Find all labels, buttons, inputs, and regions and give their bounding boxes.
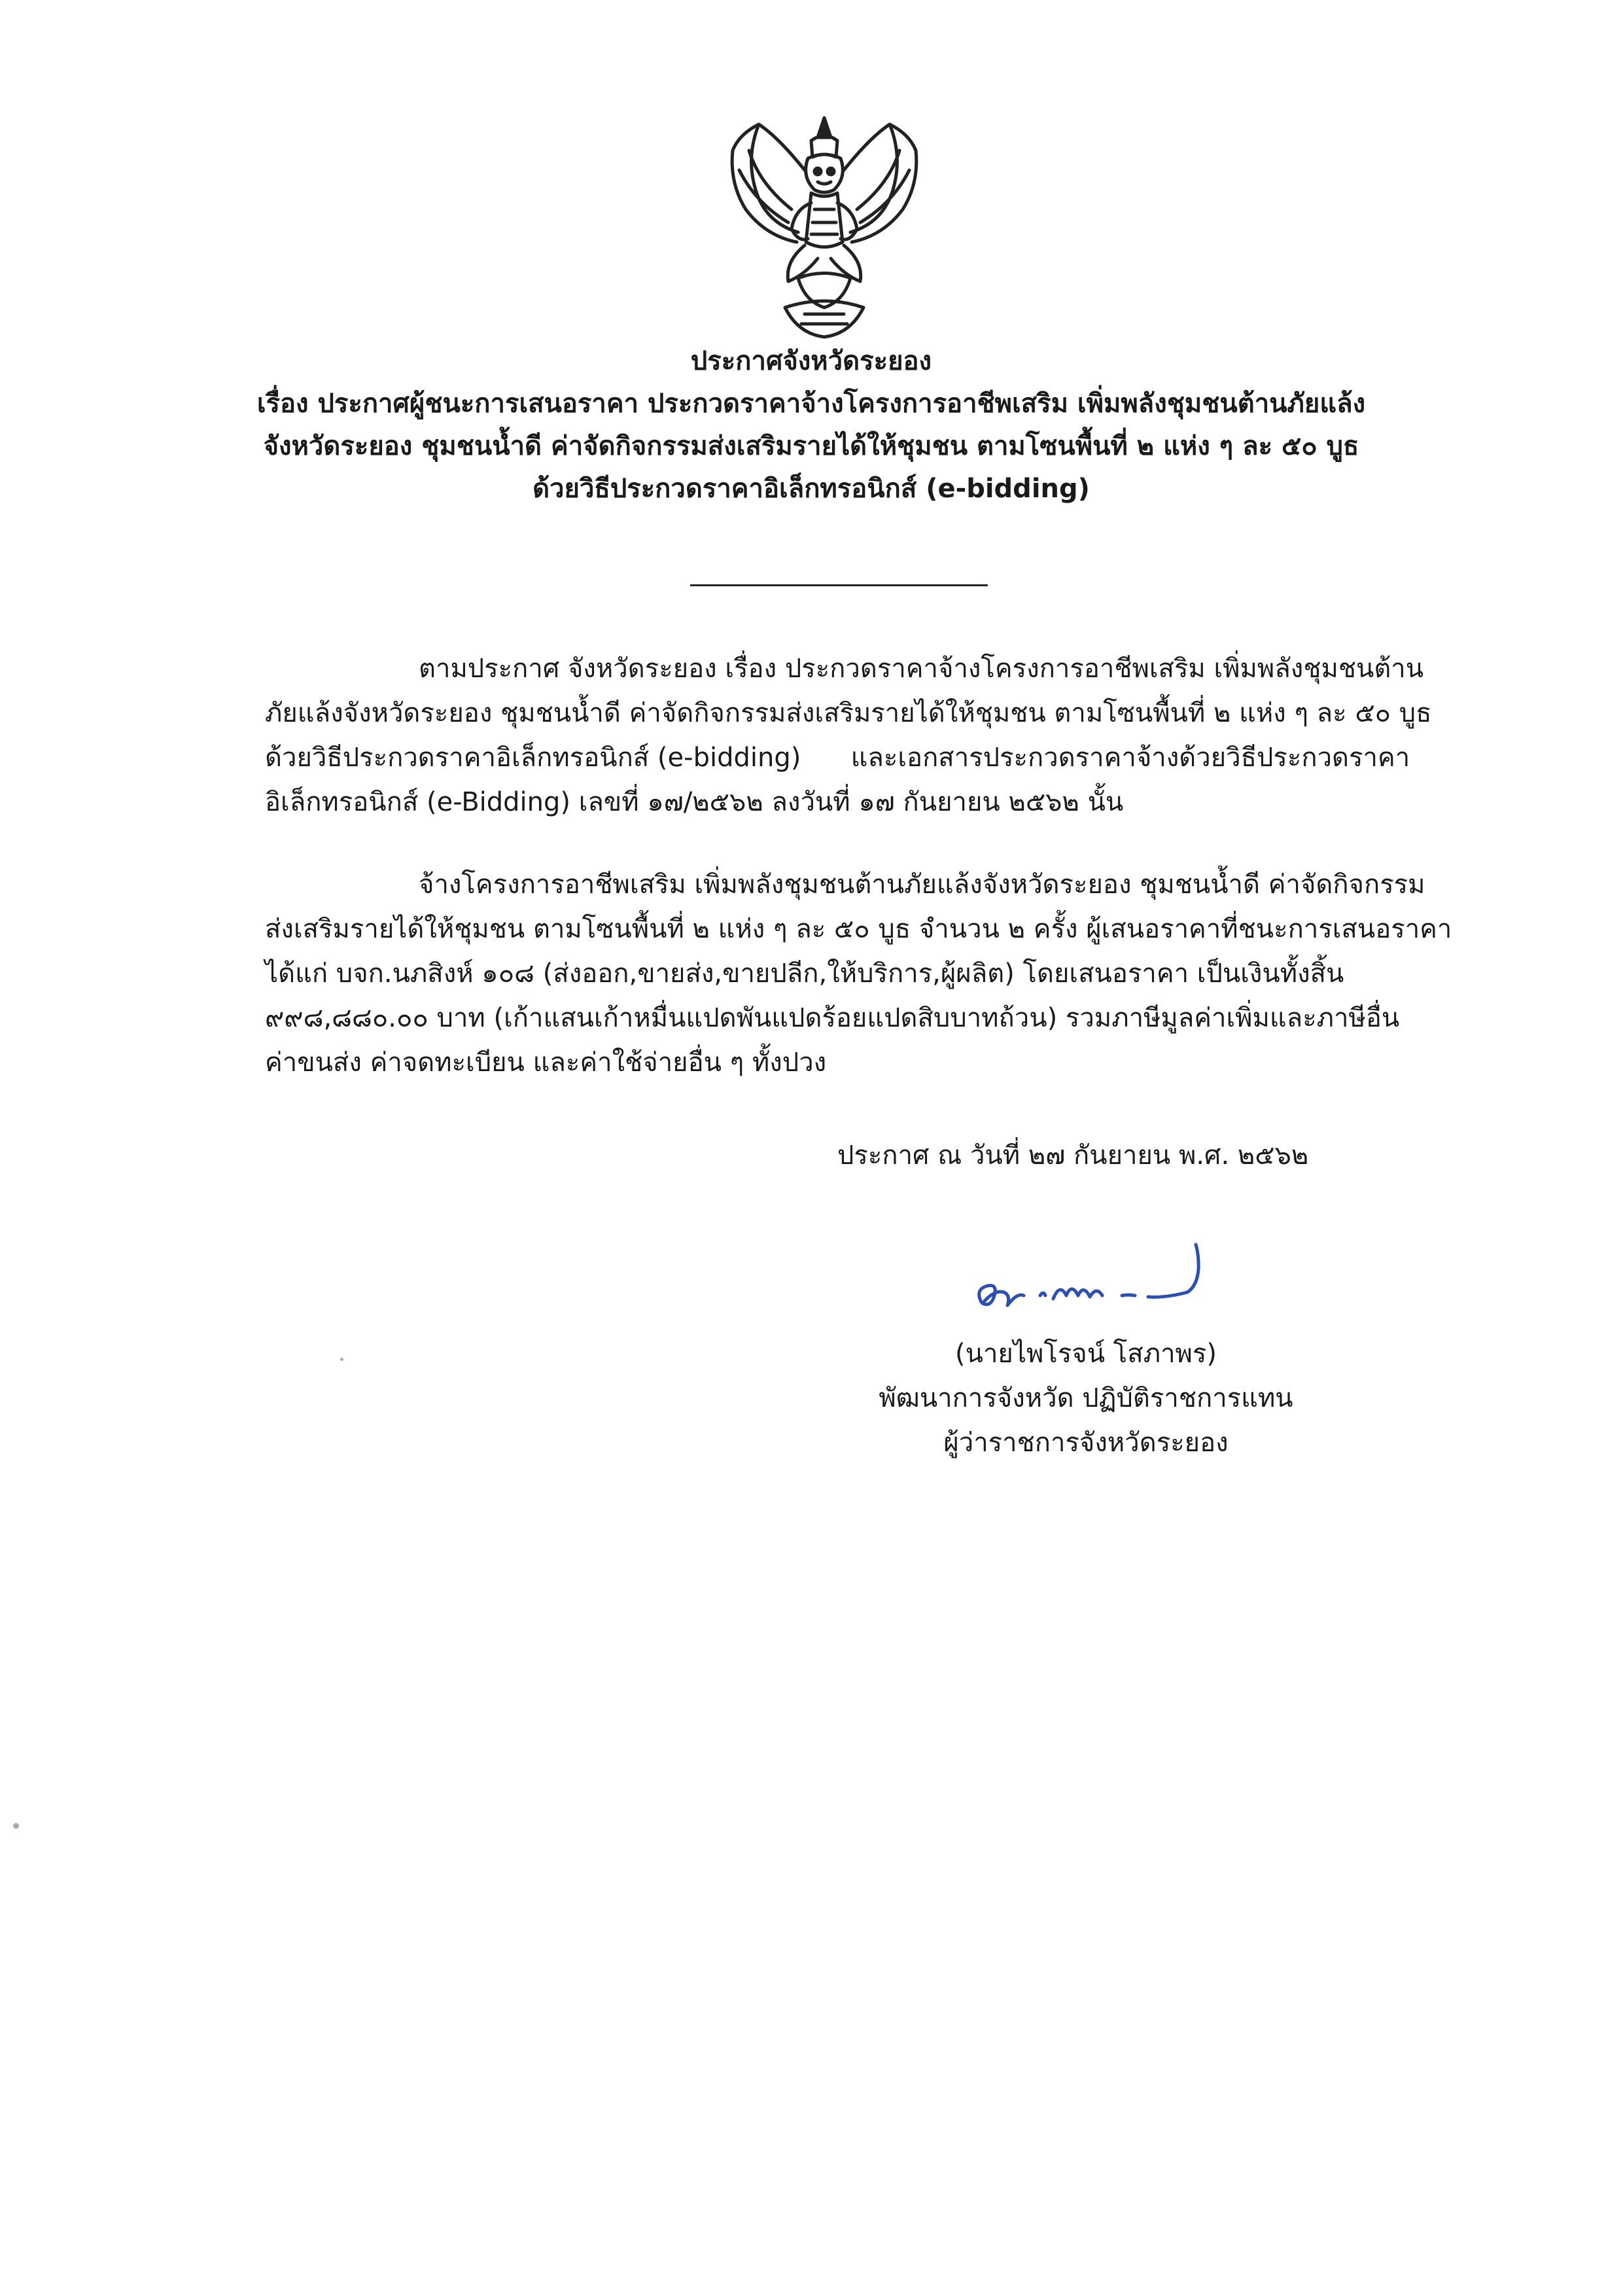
title-subject-line-1: เรื่อง ประกาศผู้ชนะการเสนอราคา ประกวดราคาจ้างโครงการอาชีพเสริม เพิ่มพลังชุมชนต้านภัยแล้ง (256, 389, 1366, 419)
title-subject-line-2: จังหวัดระยอง ชุมชนน้ำดี ค่าจัดกิจกรรมส่งเสริมรายได้ให้ชุมชน ตามโซนพื้นที่ ๒ แห่ง ๆ ละ ๕๐ บูธ (263, 431, 1359, 461)
paragraph-line: ด้วยวิธีประกวดราคาอิเล็กทรอนิกส์ (e-bidding) และเอกสารประกวดราคาจ้างด้วยวิธีประกวดราคา (265, 743, 1410, 773)
title-subject-line-3: ด้วยวิธีประกวดราคาอิเล็กทรอนิกส์ (e-bidding) (532, 474, 1090, 504)
paragraph-line: ส่งเสริมรายได้ให้ชุมชน ตามโซนพื้นที่ ๒ แห่ง ๆ ละ ๕๐ บูธ จำนวน ๒ ครั้ง ผู้เสนอราคาที่ชนะการเสนอราคา (265, 914, 1452, 944)
title-divider (690, 584, 988, 586)
scan-speck (13, 1823, 19, 1829)
garuda-emblem-icon (720, 111, 929, 340)
signer-block (850, 1332, 1321, 1465)
title-issuer: ประกาศจังหวัดระยอง (690, 346, 932, 376)
signer-name: (นายไพโรจน์ โสภาพร) (955, 1339, 1217, 1369)
handwritten-signature (968, 1230, 1230, 1328)
paragraph-line: ภัยแล้งจังหวัดระยอง ชุมชนน้ำดี ค่าจัดกิจกรรมส่งเสริมรายได้ให้ชุมชน ตามโซนพื้นที่ ๒ แห่ง ๆ ละ ๕๐ บูธ (265, 698, 1432, 728)
signer-title: ผู้ว่าราชการจังหวัดระยอง (943, 1428, 1229, 1458)
paragraph-winner (265, 862, 1465, 1085)
paragraph-line: ตามประกาศ จังหวัดระยอง เรื่อง ประกวดราคาจ้างโครงการอาชีพเสริม เพิ่มพลังชุมชนต้าน (419, 654, 1424, 684)
signer-position: พัฒนาการจังหวัด ปฏิบัติราชการแทน (879, 1383, 1293, 1413)
announcement-title (164, 340, 1459, 510)
paragraph-line: จ้างโครงการอาชีพเสริม เพิ่มพลังชุมชนต้านภัยแล้งจังหวัดระยอง ชุมชนน้ำดี ค่าจัดกิจกรรม (419, 870, 1425, 900)
announcement-date: ประกาศ ณ วันที่ ๒๗ กันยายน พ.ศ. ๒๕๖๒ (837, 1140, 1309, 1171)
paragraph-line: อิเล็กทรอนิกส์ (e-Bidding) เลขที่ ๑๗/๒๕๖๒ ลงวันที่ ๑๗ กันยายน ๒๕๖๒ นั้น (265, 787, 1124, 817)
paragraph-reference (265, 646, 1465, 824)
paragraph-line: ได้แก่ บจก.นภสิงห์ ๑๐๘ (ส่งออก,ขายส่ง,ขายปลีก,ให้บริการ,ผู้ผลิต) โดยเสนอราคา เป็นเงินทั้งสิ้น (265, 959, 1344, 989)
paragraph-line: ๙๙๘,๘๘๐.๐๐ บาท (เก้าแสนเก้าหมื่นแปดพันแปดร้อยแปดสิบบาทถ้วน) รวมภาษีมูลค่าเพิ่มและภาษีอื่น (265, 1003, 1400, 1033)
paragraph-line: ค่าขนส่ง ค่าจดทะเบียน และค่าใช้จ่ายอื่น ๆ ทั้งปวง (265, 1048, 827, 1078)
scan-speck (340, 1358, 343, 1361)
